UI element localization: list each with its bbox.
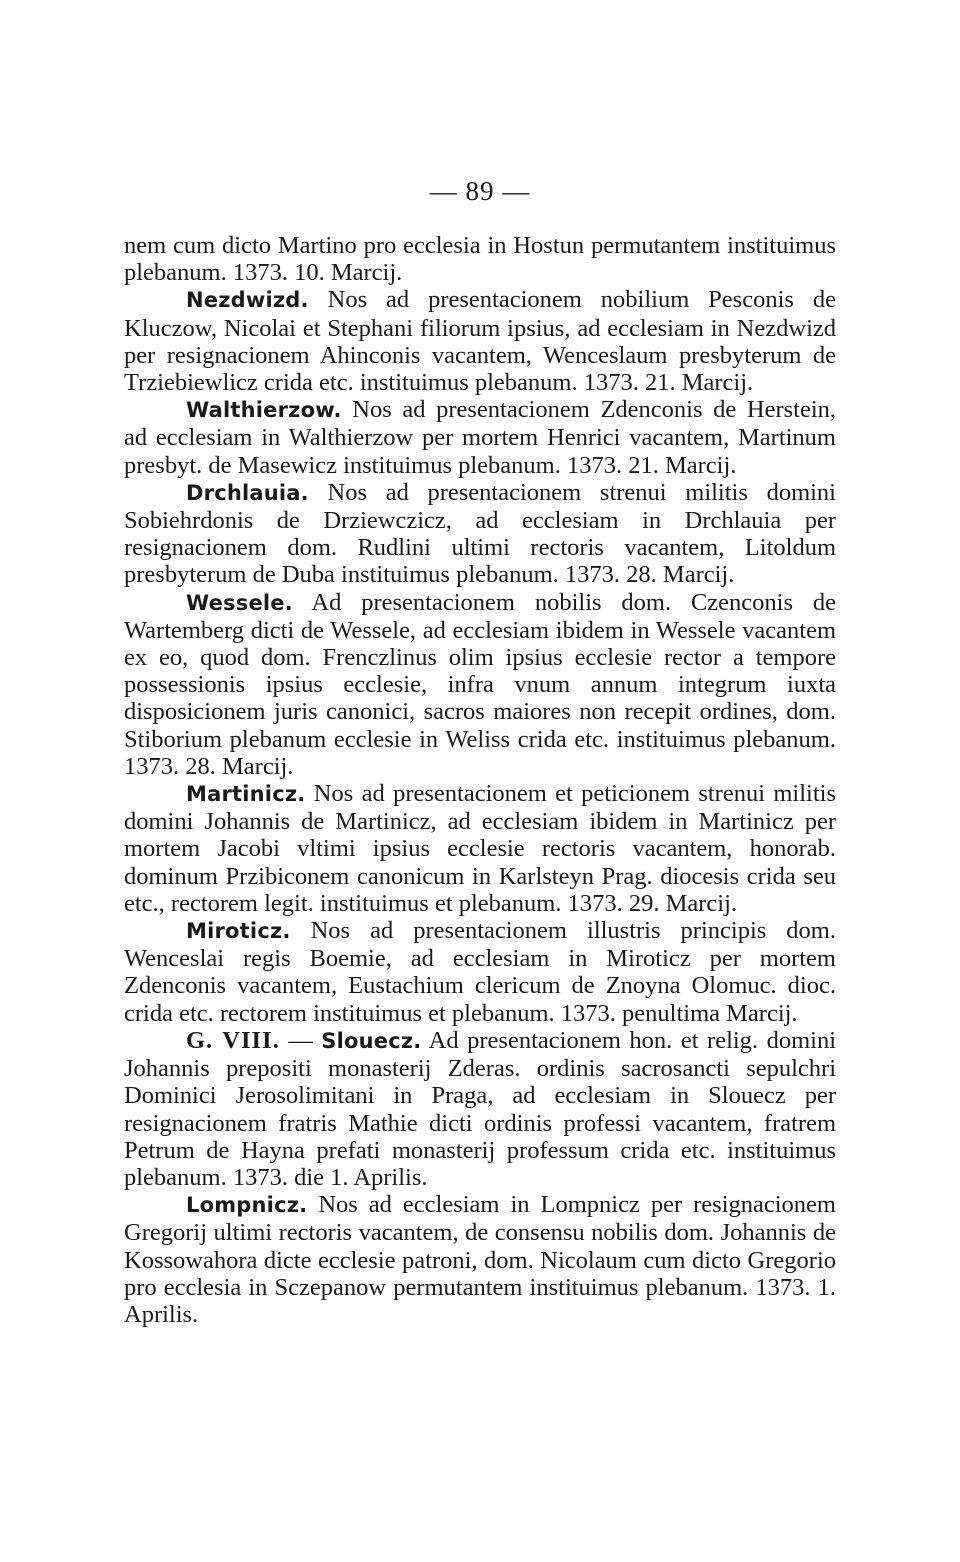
entry-heading: Walthierzow.: [186, 398, 342, 423]
entry-martinicz: [124, 780, 836, 917]
entry-heading: Wessele.: [186, 590, 293, 615]
entry-heading: Martinicz.: [186, 782, 306, 807]
entry-heading: Drchlauia.: [186, 480, 309, 505]
entry-text: Nos ad presentacionem et peticionem strenui militis domini Johannis de Martinicz, ad ecclesiam ibidem in Martinicz per mortem Jacobi vltimi ipsius ecclesie rectoris vacantem, honorab. dominum Przibiconem canonicum in Karlsteyn Prag. diocesis crida seu etc., rectorem legit. instituimus et plebanum. 1373. 29. Marcij.: [124, 780, 836, 917]
entry-text: Nos ad presentacionem illustris principis dom. Wenceslai regis Boemie, ad ecclesiam in Miroticz per mortem Zdenconis vacantem, Eustachium clericum de Znoyna Olomuc. dioc. crida etc. rectorem instituimus et plebanum. 1373. penultima Marcij.: [124, 917, 836, 1027]
entry-drchlauia: [124, 479, 836, 589]
entry-slouecz: G. VIII. — Slouecz. Ad presentacionem hon. et relig. domini Johannis prepositi monasterij Zderas. ordinis sacrosancti sepulchri Dominici Jerosolimitani in Praga, ad ecclesiam in Slouecz per resignacionem fratris Mathie dicti ordinis professi vacantem, fratrem Petrum de Hayna prefati monasterij professum crida etc. instituimus plebanum. 1373. die 1. Aprilis.: [124, 1026, 837, 1191]
entry-text: Nos ad presentacionem Zdenconis de Herstein, ad ecclesiam in Walthierzow per mortem Henrici vacantem, Martinum presbyt. de Masewicz instituimus plebanum. 1373. 21. Marcij.: [124, 396, 836, 479]
paragraph-text: nem cum dicto Martino pro ecclesia in Hostun permutantem instituimus plebanum. 1373. 10. Marcij.: [124, 232, 836, 287]
entry-text: Nos ad presentacionem strenui militis domini Sobiehrdonis de Drziewczicz, ad ecclesiam in Drchlauia per resignacionem dom. Rudlini ultimi rectoris vacantem, Litoldum presbyterum de Duba instituimus plebanum. 1373. 28. Marcij.: [124, 478, 836, 589]
body-text: [124, 232, 836, 1328]
entry-text: Nos ad ecclesiam in Lompnicz per resignacionem Gregorij ultimi rectoris vacantem, de consensu nobilis dom. Johannis de Kossowahora dicte ecclesie patroni, dom. Nicolaum cum dicto Gregorio pro ecclesia in Sczepanow permutantem instituimus plebanum. 1373. 1. Aprilis.: [124, 1191, 836, 1328]
section-mark: G. VIII.: [186, 1026, 280, 1054]
entry-lompnicz: [124, 1191, 836, 1328]
entry-walthierzow: [124, 396, 836, 479]
paragraph-continuation: [124, 232, 836, 286]
entry-text: Ad presentacionem nobilis dom. Czenconis de Wartemberg dicti de Wessele, ad ecclesiam ibidem in Wessele vacantem ex eo, quod dom. Frenczlinus olim ipsius ecclesie rector a tempore possessionis ipsius ecclesie, infra vnum annum integrum iuxta disposicionem juris canonici, sacros maiores non recepit ordines, dom. Stiborium plebanum ecclesie in Weliss crida etc. instituimus plebanum. 1373. 28. Marcij.: [124, 588, 836, 780]
entry-heading: Slouecz.: [321, 1028, 422, 1053]
entry-wessele: [124, 589, 836, 780]
page-number: — 89 —: [429, 176, 531, 206]
entry-heading: Nezdwizd.: [186, 288, 309, 313]
entry-text: Nos ad presentacionem nobilium Pesconis de Kluczow, Nicolai et Stephani filiorum ipsius, ad ecclesiam in Nezdwizd per resignacionem Ahinconis vacantem, Wenceslaum presbyterum de Trziebiewlicz crida etc. instituimus plebanum. 1373. 21. Marcij.: [124, 286, 836, 397]
entry-nezdwizd: [124, 286, 836, 396]
entry-heading: Miroticz.: [186, 919, 291, 944]
entry-heading: Lompnicz.: [186, 1193, 308, 1218]
entry-text: Ad presentacionem hon. et relig. domini Johannis prepositi monasterij Zderas. ordinis sacrosancti sepulchri Dominici Jerosolimitani in Praga, ad ecclesiam in Slouecz per resignacionem fratris Mathie dicti ordinis professi vacantem, fratrem Petrum de Hayna prefati monasterij professum crida etc. instituimus plebanum. 1373. die 1. Aprilis.: [124, 1026, 837, 1191]
entry-miroticz: [124, 917, 836, 1027]
